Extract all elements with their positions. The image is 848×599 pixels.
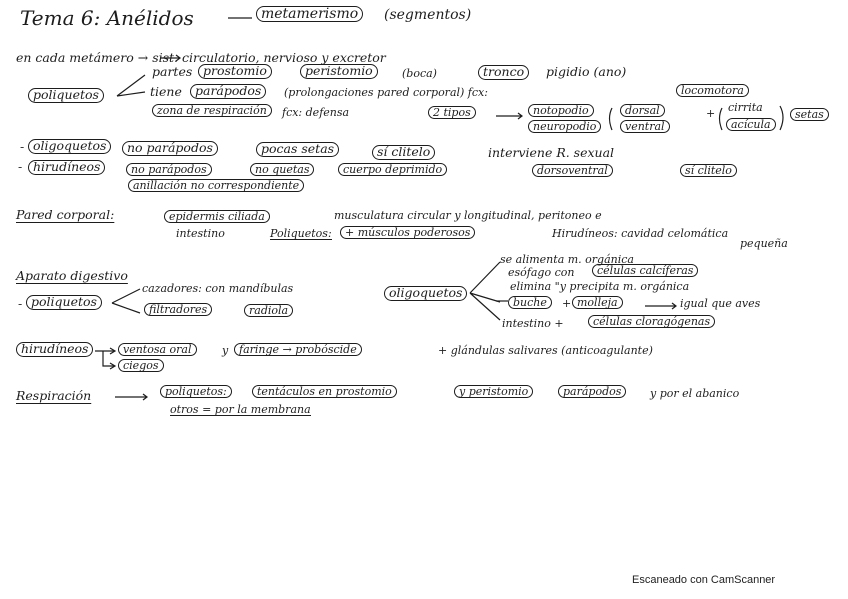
- y-text: y: [222, 344, 229, 357]
- interviene-text: interviene R. sexual: [488, 145, 615, 160]
- dos-tipos-box: 2 tipos: [428, 106, 476, 119]
- hirud-dash: -: [18, 159, 23, 174]
- esofago-text: esófago con: [508, 266, 575, 279]
- tentaculos-box: tentáculos en prostomio: [252, 385, 397, 398]
- diges-dash: -: [18, 296, 23, 311]
- peristomio-resp-box: y peristomio: [454, 385, 533, 398]
- hirudineos-box: hirudíneos: [28, 160, 105, 175]
- plus-sign: +: [706, 107, 716, 120]
- cazadores-text: cazadores: con mandíbulas: [142, 282, 294, 295]
- ciegos-box: ciegos: [118, 359, 164, 372]
- faringe-box: faringe → probóscide: [234, 343, 362, 356]
- tiene-label: tiene: [150, 84, 182, 99]
- musculatura-text: musculatura circular y longitudinal, peritoneo e: [334, 209, 602, 222]
- respiracion-box: zona de respiración: [152, 104, 272, 117]
- title-metamerismo: metamerismo: [256, 6, 363, 22]
- no-parapodos-box: no parápodos: [122, 141, 218, 156]
- peristomio-box: peristomio: [300, 64, 378, 79]
- elimina-text: elimina "y precipita m. orgánica: [510, 280, 690, 293]
- resp-poliquetos-box: poliquetos:: [160, 385, 232, 398]
- otros-membrana: otros = por la membrana: [170, 403, 311, 416]
- metamero-line: en cada metámero → sist. circulatorio, nervioso y excretor: [16, 50, 386, 65]
- parapodos-resp-box: parápodos: [558, 385, 626, 398]
- calciferas-box: células calcíferas: [592, 264, 698, 277]
- partes-label: partes: [152, 64, 193, 79]
- musculos-box: + músculos poderosos: [340, 226, 475, 239]
- locomotora-box: locomotora: [676, 84, 749, 97]
- oligo-dash: -: [20, 139, 25, 154]
- prolongaciones-text: (prolongaciones pared corporal) fcx:: [284, 86, 488, 99]
- aparato-digestivo-label: Aparato digestivo: [16, 268, 128, 283]
- hir-clitelo-box: sí clitelo: [680, 164, 737, 177]
- dorsal-box: dorsal: [620, 104, 665, 117]
- tronco-box: tronco: [478, 65, 529, 80]
- fcx-defensa: fcx: defensa: [282, 106, 350, 119]
- page-title: Tema 6: Anélidos: [20, 6, 194, 30]
- buche-box: buche: [508, 296, 552, 309]
- respiracion-label: Respiración: [16, 388, 92, 403]
- prostomio-box: prostomio: [198, 64, 272, 79]
- title-segmentos: (segmentos): [384, 7, 472, 23]
- intestino-text: intestino: [176, 227, 225, 240]
- intestino-plus-text: intestino +: [502, 317, 564, 330]
- se-alimenta-text: se alimenta m. orgánica: [500, 253, 634, 266]
- camscanner-footer: Escaneado con CamScanner: [632, 574, 776, 586]
- cloragogenas-box: células cloragógenas: [588, 315, 715, 328]
- epidermis-box: epidermis ciliada: [164, 210, 270, 223]
- clitelo-box: sí clitelo: [372, 145, 435, 160]
- parapodos-box: parápodos: [190, 84, 266, 99]
- radiola-box: radiola: [244, 304, 293, 317]
- pequena-text: pequeña: [740, 237, 788, 250]
- igual-aves-text: igual que aves: [680, 297, 761, 310]
- dig-poliquetos-box: poliquetos: [26, 295, 102, 310]
- boca-text: (boca): [402, 67, 437, 80]
- dig-oligoquetos-box: oligoquetos: [384, 286, 467, 301]
- dorsoventral-box: dorsoventral: [532, 164, 613, 177]
- pared-corporal-label: Pared corporal:: [16, 207, 115, 222]
- abanico-text: y por el abanico: [650, 387, 740, 400]
- notopodio-box: notopodio: [528, 104, 594, 117]
- anillacion-box: anillación no correspondiente: [128, 179, 304, 192]
- poliquetos-box: poliquetos: [28, 88, 104, 103]
- pigidio-text: pigidio (ano): [546, 64, 627, 79]
- setas-box: setas: [790, 108, 829, 121]
- glandulas-text: + glándulas salivares (anticoagulante): [438, 344, 653, 357]
- filtradores-box: filtradores: [144, 303, 212, 316]
- pocas-setas-box: pocas setas: [256, 142, 339, 157]
- acicula-box: acícula: [726, 118, 776, 131]
- hir-no-parapodos-box: no parápodos: [126, 163, 212, 176]
- molleja-box: molleja: [572, 296, 623, 309]
- pared-poliquetos: Poliquetos:: [270, 227, 332, 240]
- ventosa-box: ventosa oral: [118, 343, 197, 356]
- oligoquetos-box: oligoquetos: [28, 139, 111, 154]
- buche-plus: +: [562, 297, 572, 310]
- cuerpo-box: cuerpo deprimido: [338, 163, 447, 176]
- cirrita-text: cirrita: [728, 101, 763, 114]
- dig-hirudineos-box: hirudíneos: [16, 342, 93, 357]
- no-quetas-box: no quetas: [250, 163, 314, 176]
- neuropodio-box: neuropodio: [528, 120, 601, 133]
- hirud-cavidad: Hirudíneos: cavidad celomática: [552, 227, 729, 240]
- ventral-box: ventral: [620, 120, 670, 133]
